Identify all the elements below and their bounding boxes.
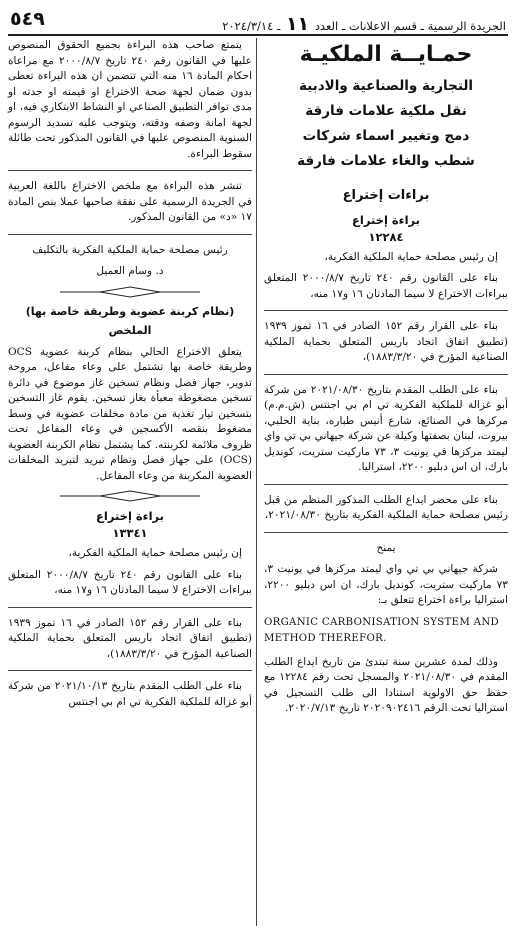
- abstract-invention-title: (نظام كربنة عضوية وطريقة خاصة بها): [25, 304, 235, 318]
- divider: [8, 170, 252, 171]
- subtitle-1: التجارية والصناعية والادبية: [298, 78, 474, 94]
- grant-text: شركة جيهاني بي تي واي ليمتد مركزها في يونيت ٣، ٧٣ ماركيت ستريت، كونديل بارك، ان اس دبليو ٢٢٠٠، استراليا براءة اختراع تتعلق بـ:: [264, 563, 508, 606]
- paragraph: بناء على القرار رقم ١٥٢ الصادر في ١٦ تموز ١٩٣٩ (تطبيق اتفاق اتحاد باريس المتعلق بحماية الملكية الصناعية المؤرخ في ١٨٨٣/٣/٢٠)،: [264, 320, 508, 363]
- divider: [264, 484, 508, 485]
- paragraph: إن رئيس مصلحة حماية الملكية الفكرية،: [324, 250, 498, 263]
- paragraph: إن رئيس مصلحة حماية الملكية الفكرية،: [68, 547, 242, 559]
- paragraph: بناء على القرار رقم ١٥٢ الصادر في ١٦ تموز ١٩٣٩ (تطبيق اتفاق اتحاد باريس المتعلق بحماية الملكية الصناعية المؤرخ في ١٨٨٣/٣/٢٠)،: [8, 616, 252, 660]
- subtitle-4: شطب والغاء علامات فارقة: [297, 153, 475, 169]
- paragraph: بناء على الطلب المقدم بتاريخ ٢٠٢١/٠٨/٣٠ من شركة أبو غزالة للملكية الفكرية تي ام بي اجنتس (ش.م.م) مركزها في الصنائع، شارع أنيس طباره، بناية الحلبي، بيروت، لبنان بصفتها وكيلة عن شركة جيهاني بي تي واي ليمتد مركزها في يونيت ٣، ٧٣ ماركيت ستريت، كونديل بارك، ان اس دبليو ٢٢٠٠، استراليا.: [264, 383, 508, 473]
- divider: [8, 234, 252, 235]
- patent-title: براءة إختراع: [96, 509, 164, 523]
- abstract-text: يتعلق الاختراع الحالي بنظام كربنة عضوية OCS وطريقة خاصة بها تشتمل على وعاء مفاعل، مروحة تدوير، جهاز فصل ونظام تسخين غاز موضوع في دائرة تسخين مضغوطة معبأة بغاز تسخين. يقوم غاز التسخين بتسخين تيار تغذية من مادة مخلفات عضوية في وسط مضغوط بنقصه الأكسجين في وعاء المفاعل تحت ظروف ملائمة لكربنته. كما يشتمل نظام الكربنة العضوية (OCS) على جهاز فصل ونظام تبريد لتبريد المخلفات العضوية المكربنة من وعاء المفاعل.: [8, 345, 252, 482]
- divider: [8, 670, 252, 671]
- subtitle-2: نقل ملكية علامات فارقة: [305, 103, 467, 119]
- divider: [264, 532, 508, 533]
- paragraph: يتمتع صاحب هذه البراءة بجميع الحقوق المنصوص عليها في القانون رقم ٢٤٠ تاريخ ٢٠٠٠/٨/٧ مع مراعاة احكام المادة ١٦ منه التي تتضمن ان هذه البراءة تعطى بدون ضمان لجهة صحة الاختراع او قيمته او جدته او مدى توافر التطبيق الصناعي او النشاط الابتكاري فيه، او لجهة امانة وصفه ودقته، ويتوجب عليه تسديد الرسوم السنوية المنصوص عليها في القانون المذكور تحت طائلة سقوط البراءة.: [8, 39, 253, 160]
- paragraph: بناء على القانون رقم ٢٤٠ تاريخ ٢٠٠٠/٨/٧ المتعلق ببراءات الاختراع لا سيما المادتان ١٦ و١٧ منه،: [8, 568, 252, 596]
- paragraph: بناء على محضر ايداع الطلب المذكور المنظم من قبل رئيس مصلحة حماية الملكية الفكرية بتاريخ ٢٠٢١/٠٨/٣٠،: [264, 493, 508, 521]
- subtitle-3: دمج وتغيير اسماء شركات: [302, 128, 470, 144]
- patents-section-title: براءات إختراع: [342, 188, 430, 203]
- patent-number: ١٣٣٤١: [112, 526, 148, 540]
- grants-label: يمنح: [376, 541, 396, 554]
- issue-number: ١١: [285, 13, 310, 35]
- abstract-heading: الملخص: [108, 324, 152, 337]
- paragraph: بناء على الطلب المقدم بتاريخ ٢٠٢١/١٠/١٣ من شركة أبو غزالة للملكية الفكرية تي ام بي اجنتس: [8, 680, 252, 708]
- column-divider: [256, 38, 257, 926]
- divider: [264, 374, 508, 375]
- page-number: ٥٤٩: [10, 8, 45, 30]
- ornament-divider-icon: [60, 490, 200, 502]
- right-column: [264, 38, 508, 723]
- patent-number: ١٢٢٨٤: [368, 229, 404, 244]
- signature-name: د. وسام العميل: [96, 265, 164, 277]
- divider: [8, 607, 252, 608]
- ornament-divider-icon: [60, 286, 200, 298]
- signature-title: رئيس مصلحة حماية الملكية الفكرية بالتكليف: [32, 243, 228, 256]
- paragraph: تنشر هذه البراءة مع ملخص الاختراع باللغة العربية في الجريدة الرسمية على نفقة صاحبها عملا بنص المادة ١٧ «د» من القانون المذكور.: [8, 180, 252, 223]
- issue-date: ٢٠٢٤/٣/١٤: [222, 19, 274, 33]
- two-column-body: [8, 38, 508, 934]
- header-title: الجريدة الرسمية ـ قسم الاعلانات ـ العدد: [314, 19, 506, 33]
- final-paragraph: وذلك لمدة عشرين سنة تبتدئ من تاريخ ايداع الطلب المقدم في ٢٠٢١/٠٨/٣٠ والمسجل تحت رقم ١٢٢٨٤ مع حفظ حق الاولوية استنادا الى طلب التسجيل في استراليا تحت الرقم ٢٠٢٠٩٠٢٤١٦ تاريخ ٢٠٢٠/٧/١٣.: [264, 655, 508, 714]
- header-line: الجريدة الرسمية ـ قسم الاعلانات ـ العدد ١١ ـ ٢٠٢٤/٣/١٤: [222, 13, 506, 35]
- section-main-title: حمـايــة الملكيـة: [299, 42, 473, 67]
- invention-title-english: ORGANIC CARBONISATION SYSTEM AND METHOD THEREFOR.: [264, 616, 500, 644]
- left-column: [8, 38, 252, 716]
- patent-title: براءة إختراع: [352, 212, 420, 227]
- paragraph: بناء على القانون رقم ٢٤٠ تاريخ ٢٠٠٠/٨/٧ المتعلق ببراءات الاختراع لا سيما المادتان ١٦ و١٧ منه،: [264, 272, 508, 300]
- page-header: [8, 6, 508, 36]
- divider: [264, 310, 508, 311]
